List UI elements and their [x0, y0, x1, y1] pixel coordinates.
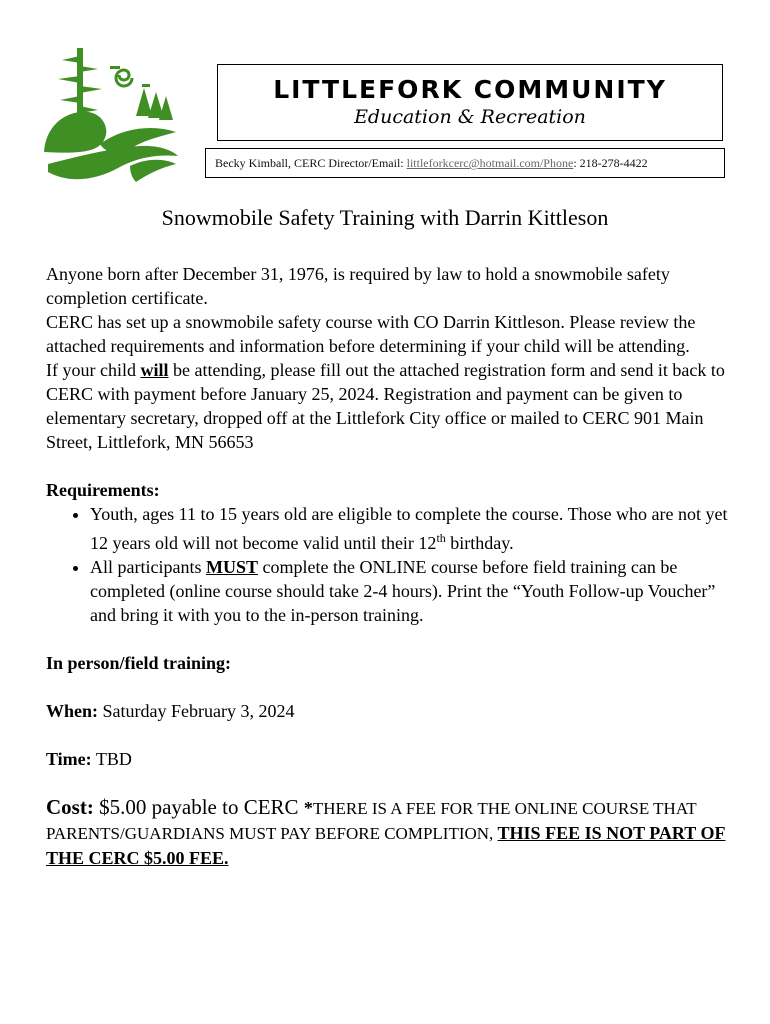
- cost-final-note: THIS FEE IS NOT PART OF THE CERC $5.00 FEE.: [46, 823, 726, 868]
- page-title: Snowmobile Safety Training with Darrin Kittleson: [161, 205, 609, 230]
- requirements-heading: Requirements:: [46, 480, 160, 500]
- when-value: Saturday February 3, 2024: [98, 701, 295, 721]
- cost-amount: $5.00 payable to CERC: [93, 795, 304, 819]
- intro-p3-emphasis: will: [140, 360, 169, 380]
- cost-note: THERE IS A FEE FOR THE ONLINE COURSE THAT PARENTS/GUARDIANS MUST PAY BEFORE COMPLITION,: [46, 799, 697, 843]
- intro-paragraph-1: Anyone born after December 31, 1976, is required by law to hold a snowmobile safety completion certificate.: [46, 264, 670, 308]
- intro-p3-text: If your child: [46, 360, 141, 380]
- field-training-heading: In person/field training:: [46, 653, 232, 673]
- cost-line: [46, 795, 736, 870]
- intro-paragraph-3: [46, 358, 736, 454]
- time-line: [46, 747, 736, 771]
- req2-rest: complete the ONLINE course before field training can be completed (online course should take 2-4 hours). Print the “Youth Follow-up Voucher” and bring it with you to the in-person training.: [90, 557, 716, 625]
- list-item: [90, 555, 736, 627]
- organization-subtitle: Education & Recreation: [354, 106, 586, 128]
- littlefork-logo: [40, 44, 180, 189]
- list-item: [90, 502, 736, 555]
- cost-note-star: *: [303, 798, 313, 818]
- organization-title-box: [217, 64, 723, 141]
- when-label: When:: [46, 701, 99, 721]
- req1-rest: birthday.: [445, 533, 514, 553]
- contact-email-link[interactable]: littleforkcerc@hotmail.com/Phone: [406, 156, 574, 170]
- time-value: TBD: [91, 749, 132, 769]
- req2-text: All participants: [90, 557, 206, 577]
- organization-name: LITTLEFORK COMMUNITY: [273, 75, 667, 104]
- contact-prefix: Becky Kimball, CERC Director/Email:: [215, 156, 407, 170]
- req1-text: Youth, ages 11 to 15 years old are eligible to complete the course. Those who are not yet 12 years old will not become valid until their 12: [90, 504, 728, 553]
- time-label: Time:: [46, 749, 92, 769]
- contact-phone: : 218-278-4422: [573, 156, 648, 170]
- req2-emphasis: MUST: [205, 557, 258, 577]
- when-line: [46, 699, 736, 723]
- req1-superscript: th: [436, 531, 446, 545]
- document-body: [46, 262, 736, 870]
- cost-label: Cost:: [46, 795, 94, 819]
- intro-p3-rest: be attending, please fill out the attached registration form and send it back to CERC with payment before January 25, 2024. Registration and payment can be given to elementary secretary, dropped off at the Littlefork City office or mailed to CERC 901 Main Street, Littlefork, MN 56653: [46, 360, 725, 452]
- intro-paragraph-2: CERC has set up a snowmobile safety course with CO Darrin Kittleson. Please review the attached requirements and information before determining if your child will be attending.: [46, 312, 696, 356]
- contact-box: [205, 148, 725, 178]
- requirements-list: [46, 502, 736, 627]
